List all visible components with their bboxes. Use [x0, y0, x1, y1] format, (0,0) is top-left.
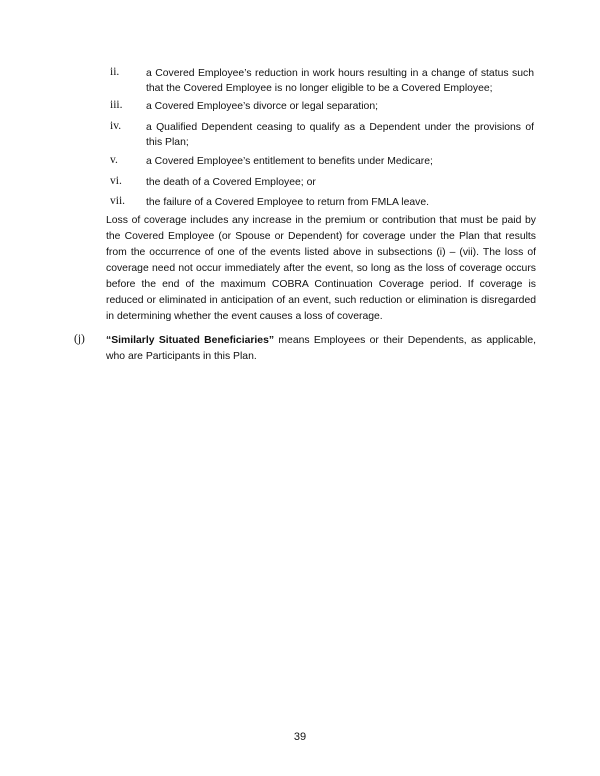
section-j-text [106, 333, 536, 365]
definition-text: means Employees or their Dependents, as applicable, who are Participants in this Plan. [106, 335, 536, 362]
list-item-number: iv. [110, 120, 122, 132]
list-item-text: the death of a Covered Employee; or [146, 177, 316, 188]
defined-term: “Similarly Situated Beneficiaries” [106, 335, 275, 346]
list-item-number: ii. [110, 66, 120, 78]
section-label: (j) [74, 333, 85, 345]
list-item-text: a Qualified Dependent ceasing to qualify as a Dependent under the provisions of this Plan; [146, 122, 534, 148]
list-item-number: vii. [110, 195, 126, 207]
list-item-text: a Covered Employee’s divorce or legal separation; [146, 101, 378, 112]
list-item-text: a Covered Employee’s entitlement to benefits under Medicare; [146, 156, 433, 167]
list-item-number: iii. [110, 99, 123, 111]
list-item-number: vi. [110, 175, 122, 187]
list-item-text: a Covered Employee’s reduction in work hours resulting in a change of status such that the Covered Employee is no longer eligible to be a Covered Employee; [146, 68, 534, 94]
loss-of-coverage-paragraph: Loss of coverage includes any increase in the premium or contribution that must be paid by the Covered Employee (or Spouse or Dependent) for coverage under the Plan that results from the occurrence of one of the events listed above in subsections (i) – (vii). The loss of coverage need not occur immediately after the event, so long as the loss of coverage occurs before the end of the maximum COBRA Continuation Coverage period. If coverage is reduced or eliminated in anticipation of an event, such reduction or elimination is disregarded in determining whether the event causes a loss of coverage. [106, 215, 536, 322]
list-item-number: v. [110, 154, 118, 166]
list-item-text: the failure of a Covered Employee to return from FMLA leave. [146, 197, 429, 208]
page-number: 39 [293, 731, 307, 743]
